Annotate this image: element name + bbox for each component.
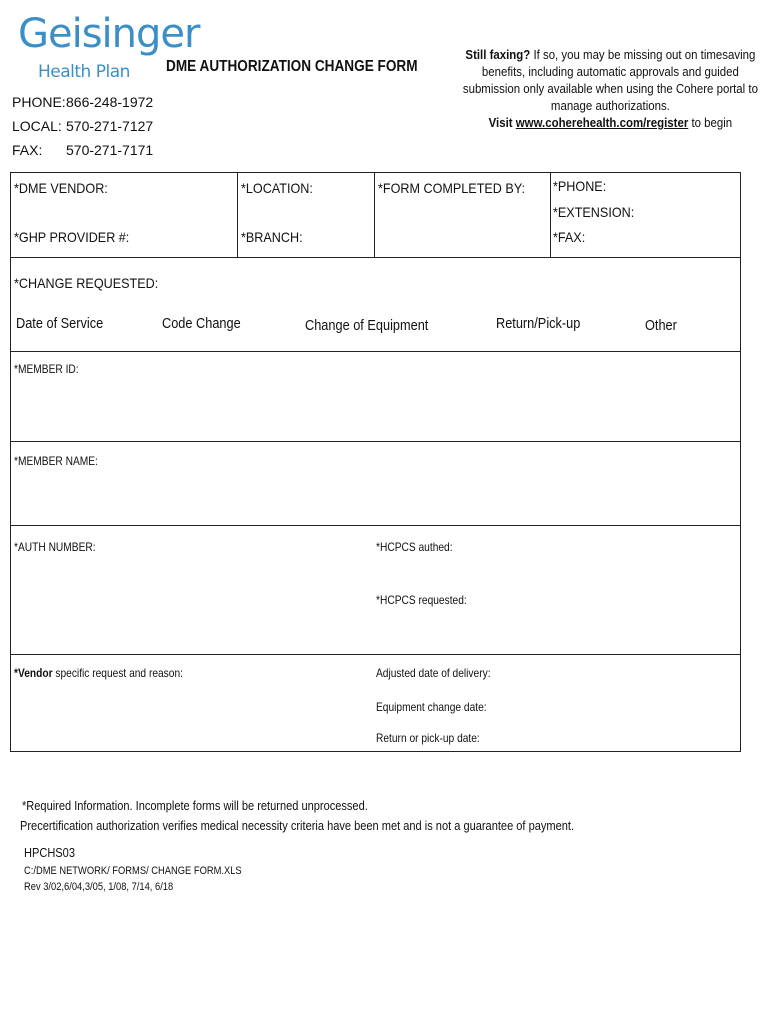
dme-vendor-field[interactable]: *DME VENDOR: xyxy=(14,180,108,196)
form-completed-by-field[interactable]: *FORM COMPLETED BY: xyxy=(378,180,526,196)
logo-wordmark: Geisinger xyxy=(18,11,200,57)
auth-number-field[interactable]: *AUTH NUMBER: xyxy=(14,540,96,554)
promo-tail: to begin xyxy=(688,115,733,130)
cohere-promo xyxy=(461,46,760,131)
contact-fax-value: 570-271-7171 xyxy=(66,142,154,158)
member-name-field[interactable]: *MEMBER NAME: xyxy=(14,454,98,468)
ghp-provider-field[interactable]: *GHP PROVIDER #: xyxy=(14,229,130,245)
required-note: *Required Information. Incomplete forms will be returned unprocessed. xyxy=(22,798,368,813)
contact-fax xyxy=(12,143,153,157)
form-code: HPCHS03 xyxy=(24,845,75,860)
contact-phone-label: PHONE: xyxy=(12,94,66,110)
vendor-request-bold: *Vendor xyxy=(14,666,53,680)
promo-link[interactable]: www.coherehealth.com/register xyxy=(515,115,689,130)
contact-fax-label: FAX: xyxy=(12,142,43,158)
option-other[interactable]: Other xyxy=(645,317,677,334)
equipment-change-date-field[interactable]: Equipment change date: xyxy=(376,700,487,714)
promo-text: If so, you may be missing out on timesaving benefits, including automatic approvals and guided submission only available when using the Cohere portal to manage authorizations. xyxy=(462,47,758,113)
return-pickup-date-field[interactable]: Return or pick-up date: xyxy=(376,731,480,745)
contact-local-value: 570-271-7127 xyxy=(66,118,154,134)
contact-phone xyxy=(12,95,153,109)
branch-field[interactable]: *BRANCH: xyxy=(241,229,303,245)
revision: Rev 3/02,6/04,3/05, 1/08, 7/14, 6/18 xyxy=(24,881,174,893)
option-code-change[interactable]: Code Change xyxy=(162,315,241,332)
promo-lead: Still faxing? xyxy=(465,47,531,62)
form-grid xyxy=(10,172,741,752)
form-title: DME AUTHORIZATION CHANGE FORM xyxy=(166,58,418,75)
location-field[interactable]: *LOCATION: xyxy=(241,180,313,196)
contact-local-label: LOCAL: xyxy=(12,118,62,134)
hcpcs-authed-field[interactable]: *HCPCS authed: xyxy=(376,540,453,554)
extension-field[interactable]: *EXTENSION: xyxy=(553,204,635,220)
vendor-request-rest: specific request and reason: xyxy=(52,666,183,680)
logo-subtitle: Health Plan xyxy=(38,62,130,82)
adjusted-delivery-field[interactable]: Adjusted date of delivery: xyxy=(376,666,491,680)
vendor-request-field[interactable] xyxy=(14,667,183,679)
precert-note: Precertification authorization verifies medical necessity criteria have been met and is not a guarantee of payment. xyxy=(20,818,575,833)
hcpcs-requested-field[interactable]: *HCPCS requested: xyxy=(376,593,467,607)
option-change-of-equipment[interactable]: Change of Equipment xyxy=(305,317,429,334)
option-return-pickup[interactable]: Return/Pick-up xyxy=(496,315,581,332)
promo-visit: Visit xyxy=(488,115,516,130)
contact-local xyxy=(12,119,153,133)
file-path: C:/DME NETWORK/ FORMS/ CHANGE FORM.XLS xyxy=(24,865,242,877)
contact-phone-value: 866-248-1972 xyxy=(66,94,154,110)
phone-field[interactable]: *PHONE: xyxy=(553,178,607,194)
option-date-of-service[interactable]: Date of Service xyxy=(16,315,104,332)
member-id-field[interactable]: *MEMBER ID: xyxy=(14,362,79,376)
change-requested-label: *CHANGE REQUESTED: xyxy=(14,275,159,291)
fax-field[interactable]: *FAX: xyxy=(553,229,586,245)
